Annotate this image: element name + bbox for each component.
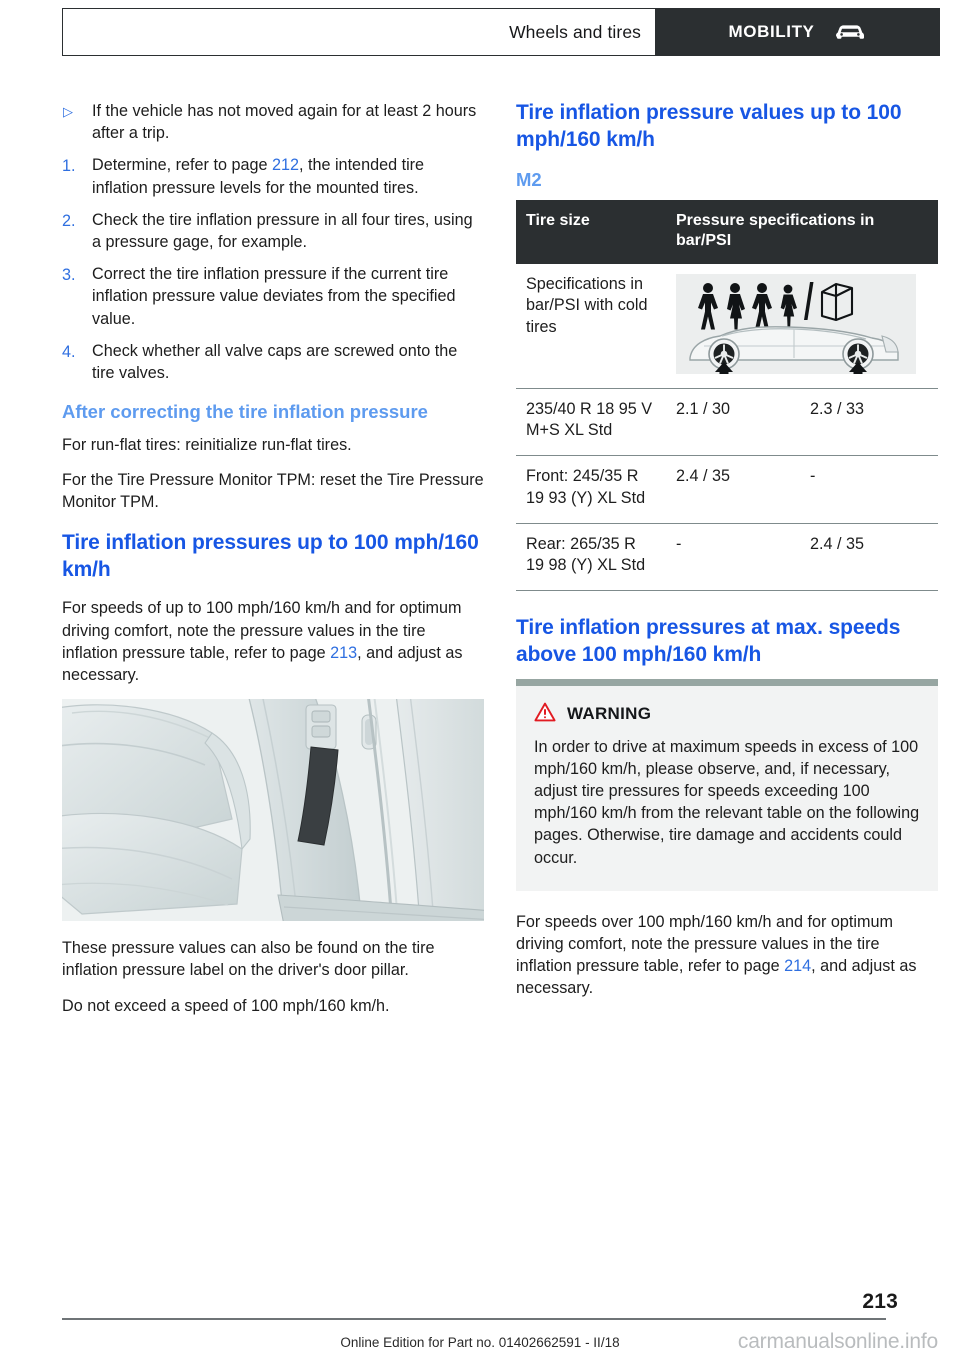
paragraph-tpm: For the Tire Pressure Monitor TPM: reset the Tire Pressure Monitor TPM. [62,471,484,512]
heading-max-speeds: Tire inflation pressures at max. speeds above 100 mph/160 km/h [516,615,901,666]
page-reference-213[interactable]: 213 [330,643,358,662]
list-item [62,154,484,198]
list-item [62,209,484,253]
cell-front-pressure: 2.1 / 30 [666,388,800,455]
paragraph-runflat: For run-flat tires: reinitialize run-flat tires. [62,436,352,455]
cell-rear-pressure: 2.4 / 35 [800,523,938,590]
list-item [62,263,484,330]
warning-box [516,679,938,891]
four-occupants-luggage-car-axles-icon [676,274,916,374]
list-item-text [92,154,484,198]
icon-row-label: Specifications in bar/PSI with cold tires [516,264,666,389]
chapter-title: Wheels and tires [509,21,641,42]
icon-row-pictogram-cell [666,264,938,389]
table-row [516,264,938,389]
list-item-text: Check the tire inflation pressure in all four tires, using a pressure gage, for example. [92,210,473,251]
paragraph-do-not-exceed: Do not exceed a speed of 100 mph/160 km/h. [62,996,390,1015]
heading-after-correcting: After correcting the tire inflation pressure [62,401,428,423]
warning-label: WARNING [567,704,652,724]
table-row [516,523,938,590]
page-header [62,8,940,56]
paragraph-text-before: For speeds of up to 100 mph/160 km/h and for optimum driving comfort, note the pressure values in the tire inflation pressure table, refer to page [62,599,462,662]
step-text-after: , the intended tire inflation pressure levels for the mounted tires. [92,156,425,197]
warning-body [516,686,938,891]
cell-front-pressure: - [666,523,800,590]
cell-rear-pressure: 2.3 / 33 [800,388,938,455]
step-text-before: Determine, refer to page [92,156,272,175]
footer-edition-line: Online Edition for Part no. 01402662591 - II/18 [340,1335,620,1350]
heading-values-up-to: Tire inflation pressure values up to 100 mph/160 km/h [516,101,902,151]
chapter-tab [62,8,655,56]
list-item [62,340,484,384]
step-number: 4. [62,342,76,361]
warning-triangle-icon [534,702,556,727]
page-number: 213 [862,1290,898,1313]
cell-front-pressure: 2.4 / 35 [666,456,800,523]
door-pillar-illustration [62,699,484,921]
warning-top-bar [516,679,938,686]
section-title: MOBILITY [728,22,815,41]
list-item [62,100,484,144]
step-number: 3. [62,266,76,285]
page-reference-212[interactable]: 212 [271,156,299,175]
list-item-text: Correct the tire inflation pressure if the current tire inflation pressure value deviates from the specified value. [92,265,456,328]
paragraph-text-before: For speeds over 100 mph/160 km/h and for optimum driving comfort, note the pressure values in the tire inflation pressure table, refer to page [516,912,893,976]
table-row [516,456,938,523]
model-designation: M2 [516,168,542,190]
table-header-row [516,200,938,264]
cell-tire-size: 235/40 R 18 95 V M+S XL Std [516,388,666,455]
paragraph-text-after: , and adjust as necessary. [516,957,917,998]
triangle-bullet-icon: ▷ [63,104,73,119]
table-row [516,388,938,455]
section-tab [655,8,940,56]
column-header-pressure-specs: Pressure specifications in bar/PSI [666,200,938,264]
heading-pressures-up-to: Tire inflation pressures up to 100 mph/160 km/h [62,530,479,581]
paragraph-text-after: , and adjust as necessary. [62,643,463,684]
paragraph-label-location: These pressure values can also be found on the tire inflation pressure label on the driver's door pillar. [62,939,435,980]
warning-title-row [534,702,920,727]
page-reference-214[interactable]: 214 [784,957,812,976]
bullet-list [62,100,484,144]
cell-rear-pressure: - [800,456,938,523]
warning-text: In order to drive at maximum speeds in excess of 100 mph/160 km/h, please observe, and, if necessary, adjust tire pressures for speeds exceeding 100 mph/160 km/h from the relevant table on the following pages. Otherwise, tire damage and accidents could occur. [534,737,920,867]
car-front-icon [833,22,867,42]
list-item-text: Check whether all valve caps are screwed onto the tire valves. [92,341,458,382]
step-number: 2. [62,211,76,230]
numbered-steps [62,154,484,384]
cell-tire-size: Front: 245/35 R 19 93 (Y) XL Std [516,456,666,523]
list-item-text: If the vehicle has not moved again for at least 2 hours after a trip. [92,102,477,143]
tire-pressure-table [516,200,938,591]
paragraph-speeds-over [516,911,938,1000]
watermark: carmanualsonline.info [737,1330,938,1353]
right-column [516,100,938,1013]
column-header-tire-size: Tire size [516,200,666,264]
step-number: 1. [62,157,76,176]
cell-tire-size: Rear: 265/35 R 19 98 (Y) XL Std [516,523,666,590]
footer-divider [62,1318,886,1320]
left-column [62,100,484,1030]
paragraph-speeds-up-to [62,597,484,686]
